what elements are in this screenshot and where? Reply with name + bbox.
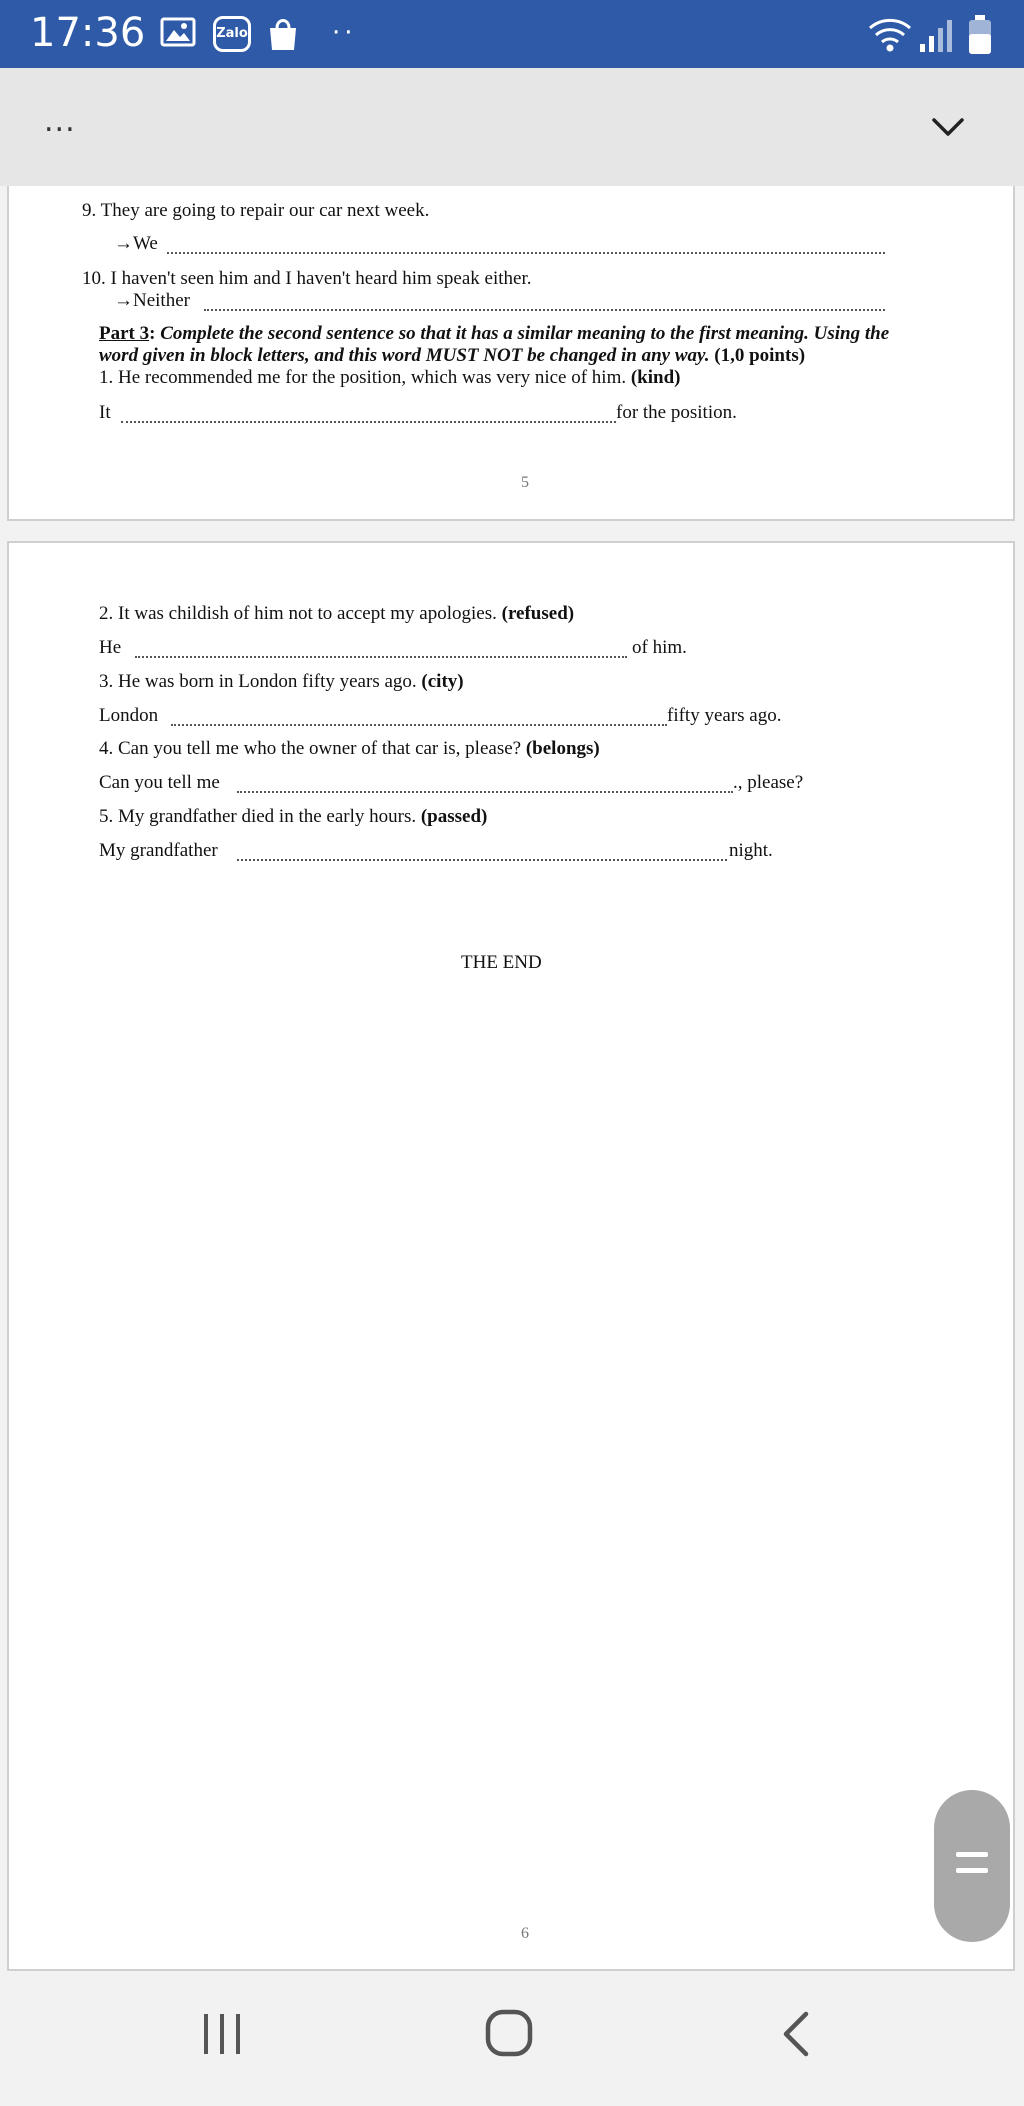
the-end-label: THE END [461, 952, 542, 973]
gallery-icon [160, 16, 196, 48]
answer-line-q3[interactable] [171, 724, 667, 726]
answer-line-p3-1[interactable] [121, 421, 616, 423]
answer-line-q2[interactable] [135, 656, 627, 658]
part3-instructions: Part 3: Complete the second sentence so that it has a similar meaning to the first meaning. Using the [99, 323, 890, 344]
part3-q1-start: It [99, 402, 111, 423]
question-2-start: He [99, 637, 122, 658]
part3-points: (1,0 points) [714, 345, 806, 366]
question-2-end: of him. [632, 637, 687, 658]
battery-icon [966, 14, 994, 56]
answer-line-10[interactable] [204, 309, 885, 311]
viewer-toolbar [0, 68, 1024, 186]
question-10-prompt: →Neither [114, 290, 190, 311]
answer-line-q4[interactable] [237, 791, 733, 793]
answer-line-9[interactable] [167, 252, 885, 254]
status-time: 17:36 [30, 10, 146, 56]
scroll-grip-line [956, 1852, 988, 1857]
part3-heading: Part 3 [99, 323, 150, 344]
document-page-6 [7, 541, 1015, 1971]
question-4-start: Can you tell me [99, 772, 220, 793]
part3-line2: word given in block letters, and this word MUST NOT be changed in any way. [99, 345, 710, 366]
question-5-start: My grandfather [99, 840, 218, 861]
scroll-grip-line [956, 1868, 988, 1873]
signal-icon [918, 18, 956, 54]
part3-instructions-cont [99, 345, 805, 367]
part3-line1: Complete the second sentence so that it has a similar meaning to the first meaning. Using the [160, 323, 890, 344]
recent-apps-icon[interactable] [200, 2010, 246, 2056]
question-5-end: night. [729, 840, 773, 861]
page-number-5: 5 [521, 474, 529, 491]
chevron-down-icon[interactable] [930, 110, 966, 146]
back-icon[interactable] [776, 2010, 816, 2058]
fast-scroll-handle[interactable] [934, 1790, 1010, 1942]
part3-question-1: 1. He recommended me for the position, which was very nice of him. (kind) [99, 367, 681, 388]
more-notifications-icon: ·· [332, 18, 357, 48]
answer-line-q5[interactable] [237, 859, 727, 861]
home-icon[interactable] [484, 2008, 534, 2058]
question-3-end: fifty years ago. [667, 705, 782, 726]
navigation-bar [0, 1972, 1024, 2106]
question-10-text: 10. I haven't seen him and I haven't heard him speak either. [82, 268, 532, 289]
part3-q1-end: for the position. [616, 402, 737, 423]
question-4-end: ., please? [733, 772, 804, 793]
question-3: 3. He was born in London fifty years ago. (city) [99, 671, 464, 692]
page-number-6: 6 [521, 1925, 529, 1942]
question-2: 2. It was childish of him not to accept my apologies. (refused) [99, 603, 575, 624]
wifi-icon [868, 14, 912, 54]
status-bar [0, 0, 1024, 68]
more-options-button[interactable]: ... [44, 104, 76, 139]
question-4: 4. Can you tell me who the owner of that car is, please? (belongs) [99, 738, 600, 759]
shopping-bag-icon [266, 16, 300, 52]
question-9-text: 9. They are going to repair our car next week. [82, 200, 430, 221]
zalo-icon: Zalo [213, 16, 251, 52]
question-3-start: London [99, 705, 159, 726]
question-9-prompt: →We [114, 233, 158, 254]
question-5: 5. My grandfather died in the early hours. (passed) [99, 806, 488, 827]
document-page-5 [7, 186, 1015, 521]
